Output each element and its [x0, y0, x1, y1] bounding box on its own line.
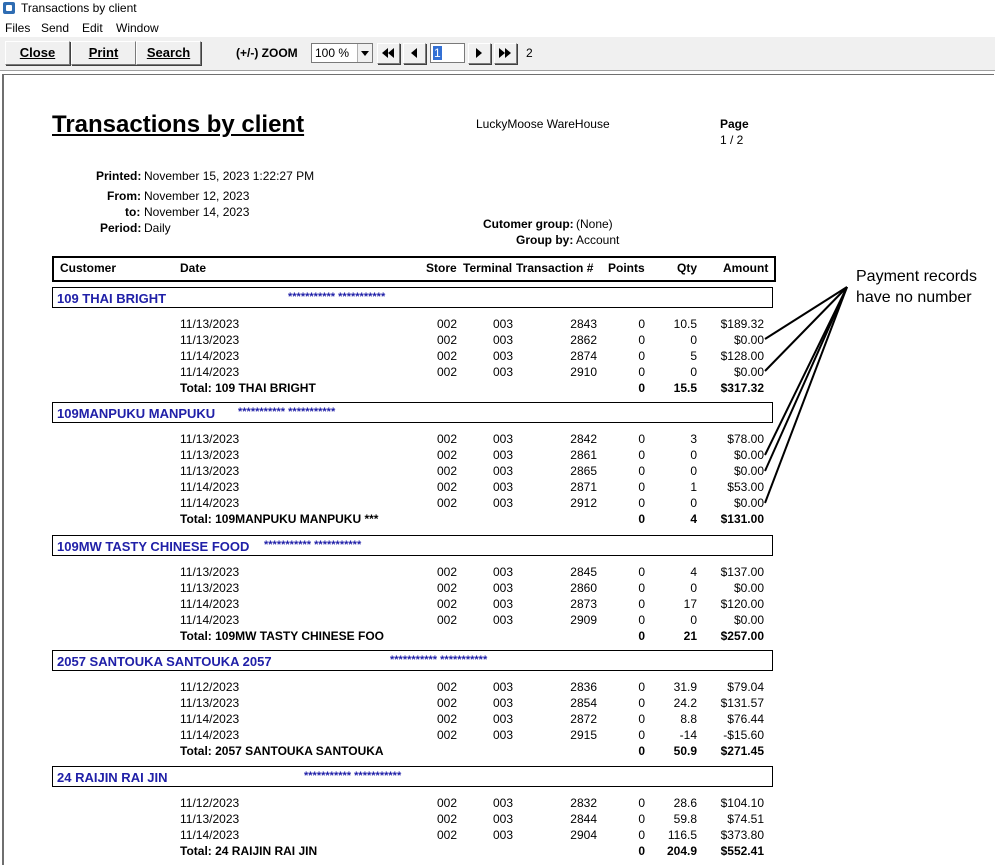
- group-total-points: 0: [638, 381, 645, 395]
- row-amount: $76.44: [727, 712, 764, 726]
- row-date: 11/14/2023: [180, 349, 240, 363]
- group-stars: *********** ***********: [238, 406, 336, 418]
- row-points: 0: [638, 448, 645, 462]
- row-date: 11/14/2023: [180, 480, 240, 494]
- row-terminal: 003: [492, 712, 513, 726]
- group-header: [52, 766, 773, 787]
- row-qty: 28.6: [673, 796, 697, 810]
- row-qty: -14: [679, 728, 697, 742]
- row-amount: $0.00: [733, 581, 764, 595]
- row-points: 0: [638, 581, 645, 595]
- row-trans: 2860: [570, 581, 597, 595]
- row-amount: $53.00: [727, 480, 764, 494]
- row-points: 0: [638, 432, 645, 446]
- row-store: 002: [436, 349, 457, 363]
- row-points: 0: [638, 317, 645, 331]
- row-store: 002: [436, 432, 457, 446]
- col-date: Date: [180, 261, 207, 275]
- previous-page-button[interactable]: [403, 43, 426, 64]
- col-qty: Qty: [677, 261, 698, 275]
- group-total-qty: 204.9: [666, 844, 697, 858]
- annotation-line-1: Payment records: [856, 268, 977, 285]
- row-store: 002: [436, 565, 457, 579]
- row-qty: 5: [690, 349, 697, 363]
- row-amount: $0.00: [733, 496, 764, 510]
- row-store: 002: [436, 317, 457, 331]
- row-store: 002: [436, 680, 457, 694]
- group-header: [52, 650, 773, 671]
- group-name: 109MANPUKU MANPUKU: [57, 406, 216, 421]
- col-points: Points: [608, 261, 645, 275]
- window-title: Transactions by client: [21, 1, 137, 15]
- group-total-label: Total: 2057 SANTOUKA SANTOUKA: [180, 744, 384, 758]
- row-store: 002: [436, 581, 457, 595]
- window-titlebar: [0, 0, 995, 17]
- row-amount: $373.80: [720, 828, 764, 842]
- row-trans: 2832: [570, 796, 597, 810]
- row-store: 002: [436, 480, 457, 494]
- group-name: 2057 SANTOUKA SANTOUKA 2057: [57, 654, 272, 669]
- last-page-icon: [498, 47, 512, 59]
- next-page-button[interactable]: [468, 43, 491, 64]
- customer-group-label: Cutomer group:: [483, 217, 574, 231]
- row-amount: $137.00: [720, 565, 764, 579]
- from-value: November 12, 2023: [144, 189, 250, 203]
- row-terminal: 003: [492, 480, 513, 494]
- row-points: 0: [638, 365, 645, 379]
- row-amount: $0.00: [733, 448, 764, 462]
- annotation-callout: [856, 266, 977, 308]
- customer-group-value: (None): [576, 217, 613, 231]
- row-terminal: 003: [492, 581, 513, 595]
- row-amount: $104.10: [720, 796, 764, 810]
- row-store: 002: [436, 728, 457, 742]
- row-trans: 2909: [570, 613, 597, 627]
- row-terminal: 003: [492, 464, 513, 478]
- chevron-down-icon[interactable]: [357, 44, 372, 62]
- row-trans: 2874: [570, 349, 597, 363]
- row-amount: $128.00: [720, 349, 764, 363]
- row-trans: 2862: [570, 333, 597, 347]
- row-store: 002: [436, 796, 457, 810]
- row-qty: 0: [690, 365, 697, 379]
- row-trans: 2854: [570, 696, 597, 710]
- row-points: 0: [638, 712, 645, 726]
- row-amount: $79.04: [727, 680, 764, 694]
- row-date: 11/12/2023: [180, 680, 240, 694]
- row-points: 0: [638, 680, 645, 694]
- row-points: 0: [638, 796, 645, 810]
- col-amount: Amount: [723, 261, 769, 275]
- row-trans: 2843: [570, 317, 597, 331]
- row-trans: 2836: [570, 680, 597, 694]
- group-header: [52, 287, 773, 308]
- group-total-label: Total: 109 THAI BRIGHT: [180, 381, 316, 395]
- row-amount: $120.00: [720, 597, 764, 611]
- row-terminal: 003: [492, 796, 513, 810]
- period-label: Period:: [100, 221, 142, 235]
- menu-edit[interactable]: Edit: [82, 21, 103, 35]
- row-date: 11/13/2023: [180, 432, 240, 446]
- row-trans: 2865: [570, 464, 597, 478]
- row-terminal: 003: [492, 349, 513, 363]
- print-button-label: Print: [88, 45, 119, 60]
- row-trans: 2915: [570, 728, 597, 742]
- printed-value: November 15, 2023 1:22:27 PM: [144, 169, 315, 183]
- annotation-line-2: have no number: [856, 289, 972, 306]
- row-trans: 2904: [570, 828, 597, 842]
- row-trans: 2871: [570, 480, 597, 494]
- row-date: 11/13/2023: [180, 464, 240, 478]
- page-value: 1 / 2: [720, 133, 744, 147]
- row-date: 11/13/2023: [180, 581, 240, 595]
- group-name: 24 RAIJIN RAI JIN: [57, 770, 168, 785]
- zoom-value: 100 %: [315, 46, 350, 60]
- row-store: 002: [436, 365, 457, 379]
- row-date: 11/14/2023: [180, 712, 240, 726]
- row-date: 11/14/2023: [180, 613, 240, 627]
- row-date: 11/13/2023: [180, 333, 240, 347]
- page-label: Page: [720, 117, 749, 131]
- group-header: [52, 402, 773, 423]
- from-label: From:: [107, 189, 141, 203]
- row-qty: 0: [690, 448, 697, 462]
- row-date: 11/14/2023: [180, 496, 240, 510]
- row-store: 002: [436, 613, 457, 627]
- group-total-qty: 21: [683, 629, 697, 643]
- row-terminal: 003: [492, 613, 513, 627]
- group-total-amount: $317.32: [720, 381, 764, 395]
- search-button[interactable]: [136, 41, 201, 65]
- row-date: 11/13/2023: [180, 317, 240, 331]
- row-date: 11/14/2023: [180, 365, 240, 379]
- group-total-amount: $131.00: [720, 512, 764, 526]
- group-total-amount: $257.00: [720, 629, 764, 643]
- row-points: 0: [638, 349, 645, 363]
- group-stars: *********** ***********: [304, 770, 402, 782]
- row-terminal: 003: [492, 696, 513, 710]
- page-number-value: 1: [434, 46, 441, 60]
- zoom-select[interactable]: [311, 43, 373, 63]
- group-total-points: 0: [638, 744, 645, 758]
- row-terminal: 003: [492, 680, 513, 694]
- row-qty: 8.8: [680, 712, 697, 726]
- last-page-button[interactable]: [494, 43, 517, 64]
- row-qty: 116.5: [667, 828, 697, 842]
- group-stars: *********** ***********: [288, 291, 386, 303]
- to-label: to:: [125, 205, 141, 219]
- row-points: 0: [638, 333, 645, 347]
- col-terminal: Terminal: [463, 261, 513, 275]
- previous-page-icon: [407, 47, 421, 59]
- menu-files[interactable]: Files: [5, 21, 31, 35]
- row-store: 002: [436, 496, 457, 510]
- print-button[interactable]: [71, 41, 136, 65]
- group-by-label: Group by:: [516, 233, 574, 247]
- row-date: 11/13/2023: [180, 696, 240, 710]
- group-header: [52, 535, 773, 556]
- row-qty: 10.5: [673, 317, 697, 331]
- period-value: Daily: [144, 221, 171, 235]
- first-page-button[interactable]: [377, 43, 400, 64]
- row-points: 0: [638, 728, 645, 742]
- menu-window[interactable]: Window: [116, 21, 159, 35]
- row-store: 002: [436, 812, 457, 826]
- row-terminal: 003: [492, 565, 513, 579]
- row-trans: 2842: [570, 432, 597, 446]
- row-amount: $74.51: [727, 812, 764, 826]
- row-points: 0: [638, 480, 645, 494]
- row-qty: 24.2: [673, 696, 697, 710]
- page-number-input[interactable]: [430, 43, 465, 63]
- row-terminal: 003: [492, 728, 513, 742]
- row-terminal: 003: [492, 365, 513, 379]
- row-date: 11/14/2023: [180, 597, 240, 611]
- row-date: 11/12/2023: [180, 796, 240, 810]
- row-points: 0: [638, 597, 645, 611]
- group-total-qty: 4: [690, 512, 697, 526]
- company-name: LuckyMoose WareHouse: [476, 117, 610, 131]
- row-qty: 0: [690, 613, 697, 627]
- zoom-label: (+/-) ZOOM: [236, 46, 298, 60]
- group-stars: *********** ***********: [390, 654, 488, 666]
- row-trans: 2844: [570, 812, 597, 826]
- close-button-label: Close: [19, 45, 56, 60]
- row-amount: $0.00: [733, 333, 764, 347]
- group-total-points: 0: [638, 844, 645, 858]
- row-date: 11/13/2023: [180, 812, 240, 826]
- row-points: 0: [638, 496, 645, 510]
- row-terminal: 003: [492, 432, 513, 446]
- first-page-icon: [381, 47, 395, 59]
- row-store: 002: [436, 597, 457, 611]
- group-name: 109 THAI BRIGHT: [57, 291, 167, 306]
- row-points: 0: [638, 812, 645, 826]
- row-terminal: 003: [492, 333, 513, 347]
- row-store: 002: [436, 464, 457, 478]
- row-qty: 59.8: [673, 812, 697, 826]
- close-button[interactable]: [5, 41, 70, 65]
- row-qty: 0: [690, 464, 697, 478]
- row-trans: 2873: [570, 597, 597, 611]
- toolbar: [0, 37, 995, 71]
- row-store: 002: [436, 828, 457, 842]
- row-qty: 1: [690, 480, 697, 494]
- group-total-qty: 15.5: [673, 381, 697, 395]
- row-amount: $131.57: [720, 696, 764, 710]
- row-trans: 2845: [570, 565, 597, 579]
- row-store: 002: [436, 712, 457, 726]
- row-trans: 2861: [570, 448, 597, 462]
- group-total-amount: $552.41: [720, 844, 764, 858]
- row-qty: 31.9: [673, 680, 697, 694]
- row-qty: 3: [690, 432, 697, 446]
- row-store: 002: [436, 448, 457, 462]
- search-button-label: Search: [146, 45, 191, 60]
- row-points: 0: [638, 613, 645, 627]
- row-points: 0: [638, 828, 645, 842]
- printed-label: Printed:: [96, 169, 142, 183]
- row-trans: 2910: [570, 365, 597, 379]
- menu-send[interactable]: Send: [41, 21, 70, 35]
- group-total-points: 0: [638, 512, 645, 526]
- col-store: Store: [426, 261, 457, 275]
- row-amount: $189.32: [720, 317, 764, 331]
- group-total-label: Total: 24 RAIJIN RAI JIN: [180, 844, 318, 858]
- row-qty: 0: [690, 333, 697, 347]
- group-total-label: Total: 109MW TASTY CHINESE FOO: [180, 629, 385, 643]
- row-terminal: 003: [492, 828, 513, 842]
- row-amount: $0.00: [733, 464, 764, 478]
- row-terminal: 003: [492, 496, 513, 510]
- next-page-icon: [472, 47, 486, 59]
- group-total-amount: $271.45: [720, 744, 764, 758]
- row-trans: 2912: [570, 496, 597, 510]
- app-icon: [3, 2, 15, 14]
- row-terminal: 003: [492, 597, 513, 611]
- group-total-qty: 50.9: [673, 744, 697, 758]
- row-terminal: 003: [492, 448, 513, 462]
- page-count: 2: [526, 46, 533, 60]
- group-total-points: 0: [638, 629, 645, 643]
- row-qty: 0: [690, 581, 697, 595]
- group-name: 109MW TASTY CHINESE FOOD: [57, 539, 250, 554]
- row-amount: $78.00: [727, 432, 764, 446]
- group-by-value: Account: [576, 233, 620, 247]
- row-amount: -$15.60: [723, 728, 764, 742]
- row-date: 11/13/2023: [180, 448, 240, 462]
- column-header-bar: [52, 256, 776, 282]
- row-terminal: 003: [492, 812, 513, 826]
- row-date: 11/13/2023: [180, 565, 240, 579]
- row-store: 002: [436, 696, 457, 710]
- row-qty: 0: [690, 496, 697, 510]
- group-stars: *********** ***********: [264, 539, 362, 551]
- row-points: 0: [638, 696, 645, 710]
- row-trans: 2872: [570, 712, 597, 726]
- row-qty: 4: [690, 565, 697, 579]
- group-total-label: Total: 109MANPUKU MANPUKU ***: [180, 512, 379, 526]
- row-points: 0: [638, 565, 645, 579]
- row-terminal: 003: [492, 317, 513, 331]
- to-value: November 14, 2023: [144, 205, 250, 219]
- row-amount: $0.00: [733, 613, 764, 627]
- row-store: 002: [436, 333, 457, 347]
- report-title: Transactions by client: [52, 111, 305, 138]
- row-amount: $0.00: [733, 365, 764, 379]
- row-qty: 17: [683, 597, 697, 611]
- row-points: 0: [638, 464, 645, 478]
- col-transaction: Transaction #: [516, 261, 594, 275]
- row-date: 11/14/2023: [180, 728, 240, 742]
- row-date: 11/14/2023: [180, 828, 240, 842]
- col-customer: Customer: [60, 261, 117, 275]
